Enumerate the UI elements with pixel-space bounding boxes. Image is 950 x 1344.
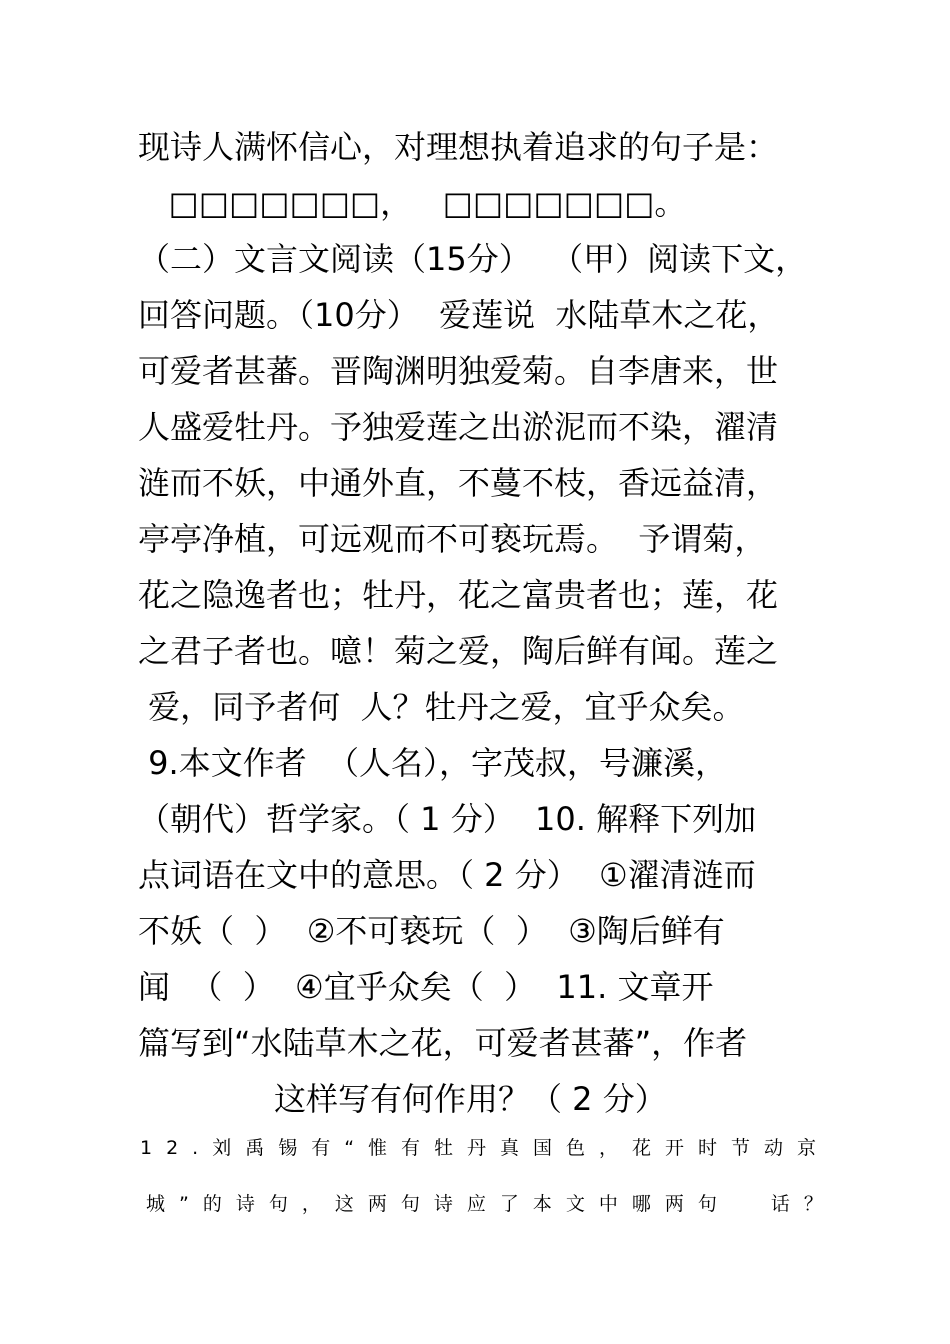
question-10-start: （朝代）哲学家。（ 1 分） 10. 解释下列加 [138,800,757,838]
text-line-3-section-heading: （二）文言文阅读（15分） （甲）阅读下文， [138,240,808,278]
text-line-8: 亭亭净植，可远观而不可亵玩焉。 予谓菊， [138,520,767,558]
question-12-line-2: 城”的诗句，这两句诗应了本文中哪两句 话？ [146,1193,837,1215]
question-10-items-a: 不妖（ ） ②不可亵玩（ ） ③陶后鲜有 [138,912,725,950]
text-line-7: 涟而不妖，中通外直，不蔓不枝，香远益清， [138,464,779,502]
text-line-11: 爱，同予者何 人？牡丹之爱，宜乎众矣。 [138,688,745,726]
question-9: 9.本文作者 （人名），字茂叔，号濂溪， [138,744,728,782]
text-line-1: 现诗人满怀信心，对理想执着追求的句子是： [138,128,779,166]
text-line-4: 回答问题。（10分） 爱莲说 水陆草木之花， [138,296,780,334]
question-10-items-b: 闻 （ ） ④宜乎众矣（ ） 11. 文章开 [138,968,714,1006]
question-11-text: 篇写到“水陆草木之花，可爱者甚蕃”，作者 [138,1024,748,1062]
question-12-line-1: 12.刘禹锡有“惟有牡丹真国色，花开时节动京 [140,1137,831,1159]
question-11-end: 这样写有何作用？（ 2 分） [274,1080,667,1118]
text-line-2-answer-boxes: □□□□□□□， □□□□□□□。 [138,184,687,222]
text-line-9: 花之隐逸者也；牡丹，花之富贵者也；莲，花 [138,576,779,614]
text-line-5: 可爱者甚蕃。晋陶渊明独爱菊。自李唐来，世 [138,352,779,390]
text-line-10: 之君子者也。噫！菊之爱，陶后鲜有闻。莲之 [138,632,779,670]
question-10-prompt: 点词语在文中的意思。（ 2 分） ①濯清涟而 [138,856,756,894]
text-line-6: 人盛爱牡丹。予独爱莲之出淤泥而不染，濯清 [138,408,779,446]
